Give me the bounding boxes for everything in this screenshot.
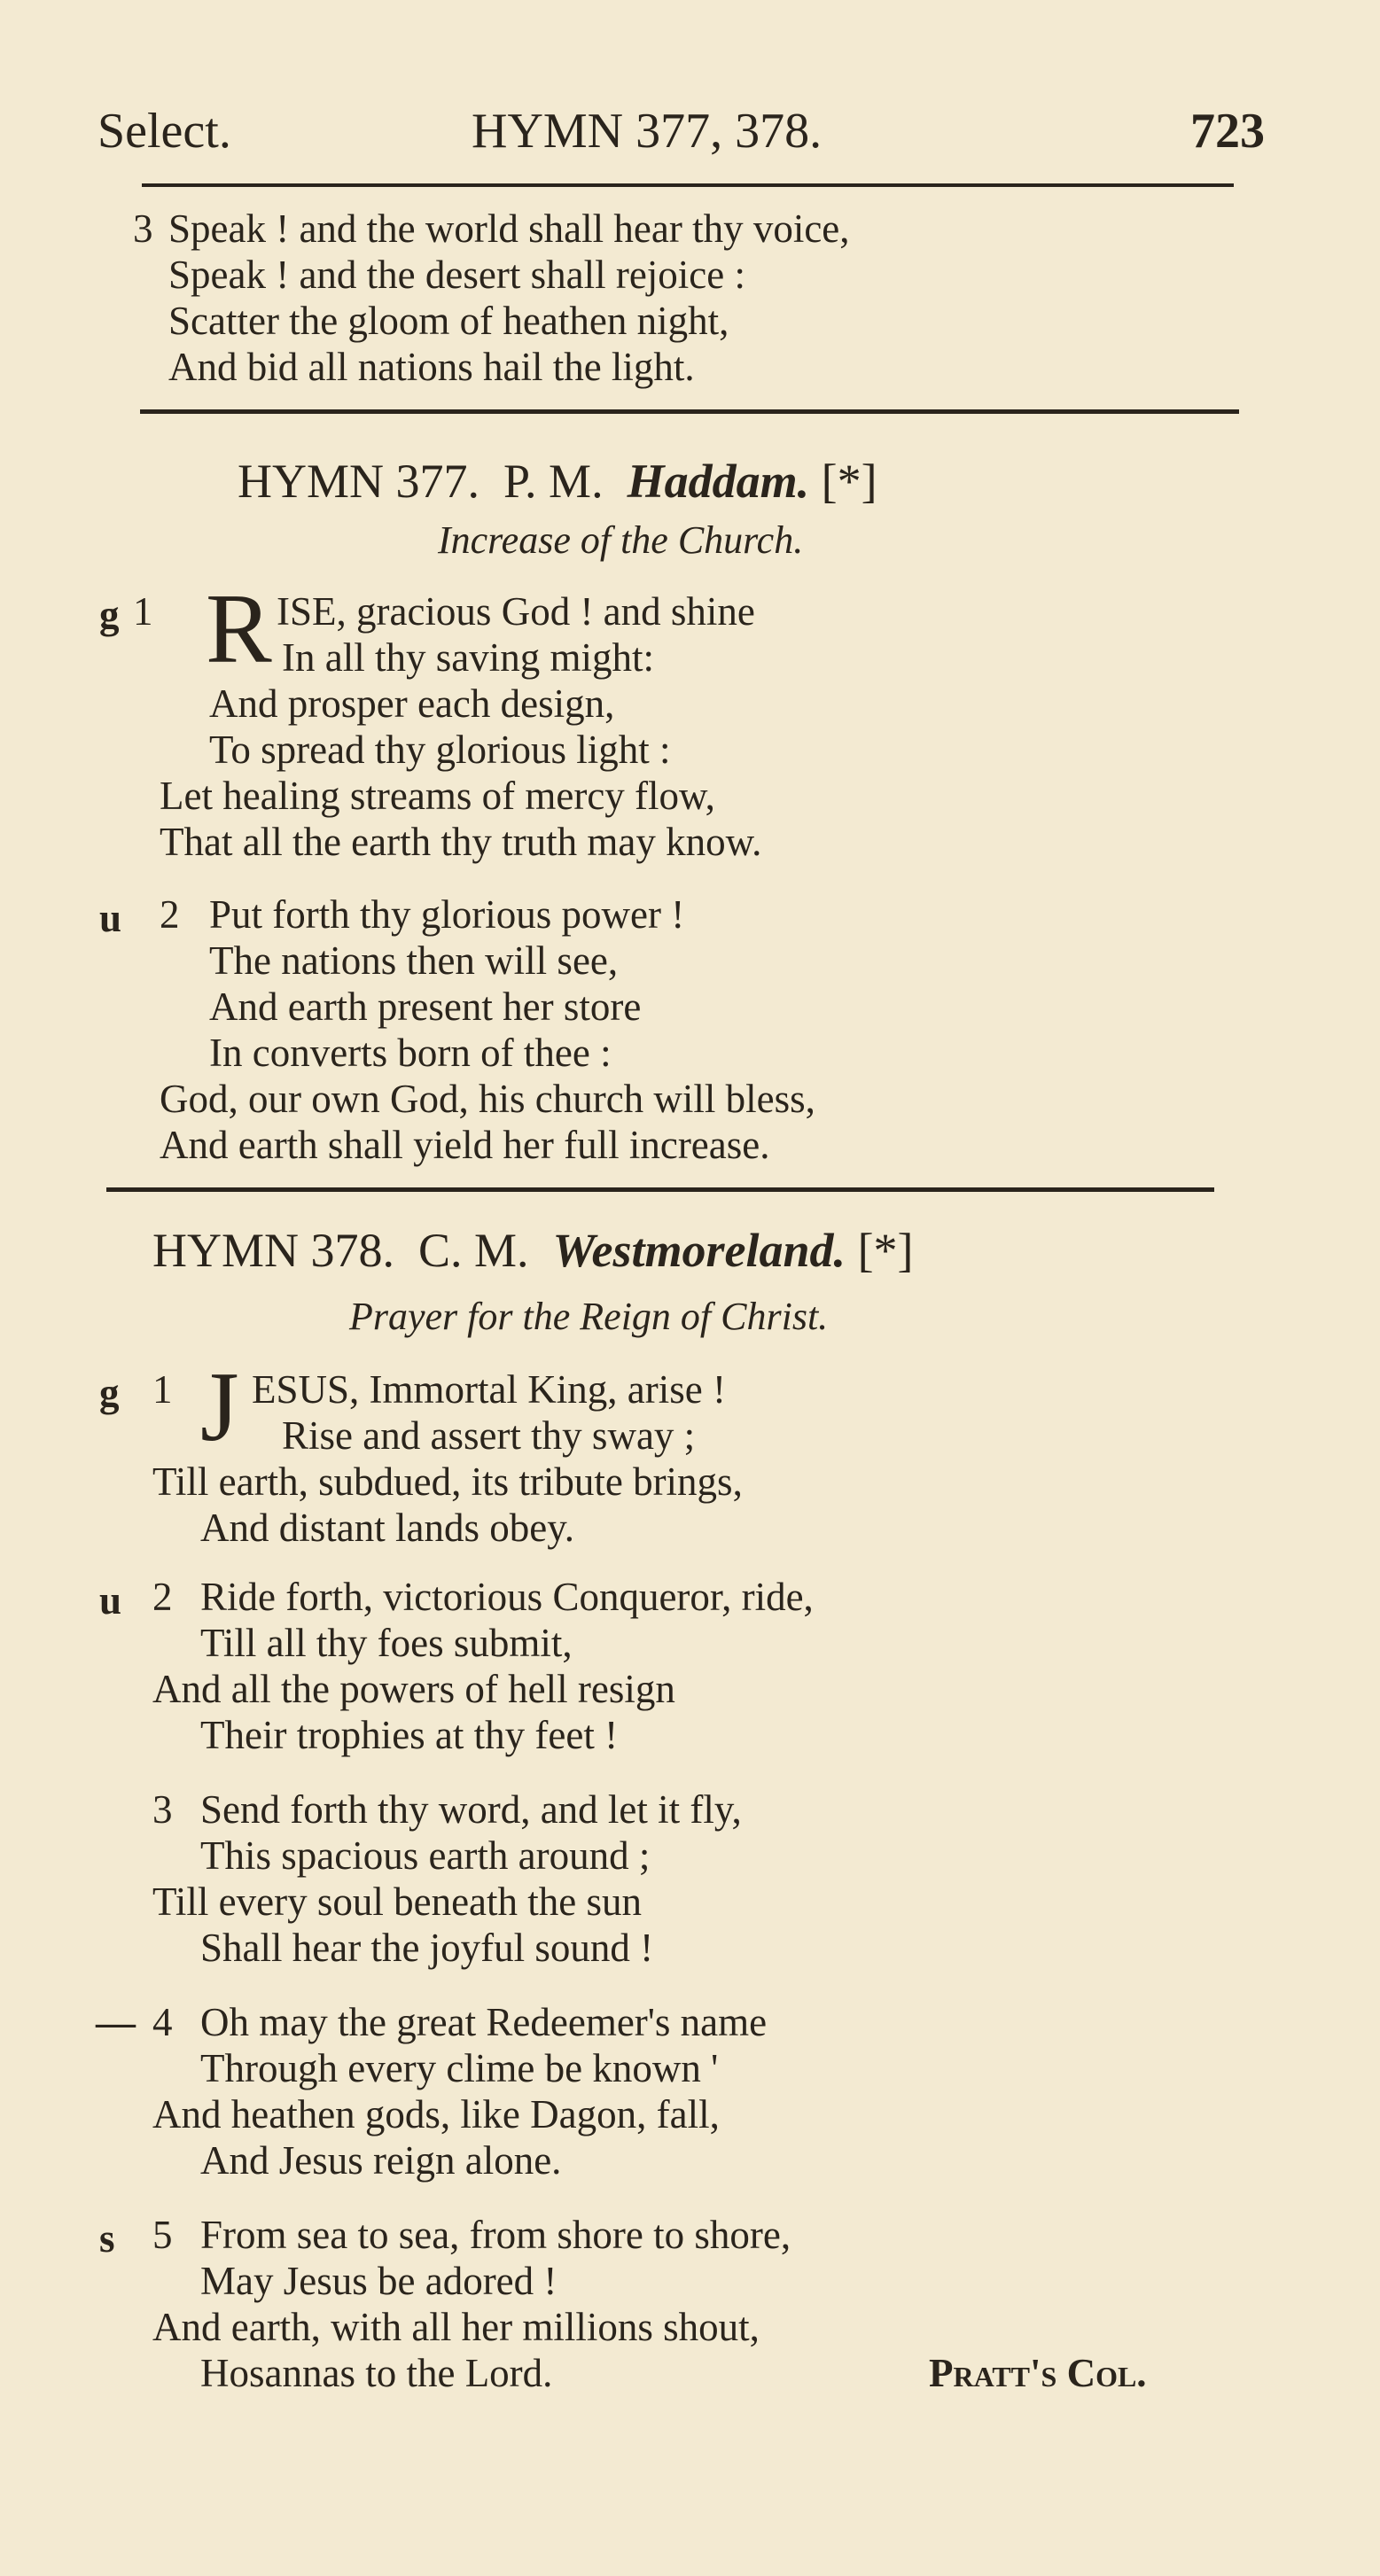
verse-line: Put forth thy glorious power ! (209, 892, 685, 937)
verse-line: Till every soul beneath the sun (152, 1879, 643, 1924)
drop-cap: R (206, 574, 272, 684)
catchword: Pratt's Col. (929, 2351, 1147, 2395)
verse-line: The nations then will see, (209, 938, 619, 983)
verse-line: Ride forth, victorious Conqueror, ride, (200, 1575, 814, 1619)
section-rule (106, 1187, 1214, 1192)
verse-line: Shall hear the joyful sound ! (200, 1926, 654, 1970)
hymn-378-subtitle: Prayer for the Reign of Christ. (349, 1295, 829, 1338)
dynamic-mark: g (99, 593, 120, 637)
verse-line: In all thy saving might: (282, 635, 654, 680)
verse-line: Scatter the gloom of heathen night, (168, 299, 729, 343)
dynamic-mark: u (99, 1578, 122, 1623)
verse-line: Till earth, subdued, its tribute brings, (152, 1459, 743, 1504)
verse-line: ISE, gracious God ! and shine (277, 589, 755, 634)
verse-line: ESUS, Immortal King, arise ! (252, 1367, 726, 1412)
stanza-number: 3 (152, 1787, 173, 1832)
verse-line: Rise and assert thy sway ; (282, 1413, 696, 1458)
stanza-number: 3 (133, 206, 153, 251)
verse-line: And heathen gods, like Dagon, fall, (152, 2092, 720, 2136)
verse-line: And Jesus reign alone. (200, 2138, 562, 2183)
verse-line: Speak ! and the world shall hear thy voice, (168, 206, 850, 251)
verse-line: In converts born of thee : (209, 1031, 612, 1075)
hymn-378-mark: [*] (857, 1224, 914, 1277)
hymn-378-title: HYMN 378. C. M. Westmoreland. [*] (152, 1224, 914, 1277)
section-rule (140, 409, 1239, 414)
verse-line: And earth, with all her millions shout, (152, 2305, 760, 2349)
header-section-label: Select. (97, 104, 231, 159)
verse-line: Through every clime be known ' (200, 2046, 719, 2090)
verse-line: Till all thy foes submit, (200, 1621, 573, 1665)
header-rule (142, 183, 1234, 187)
hymn-378-tune: Westmoreland. (552, 1224, 846, 1277)
dynamic-mark: — (96, 2000, 136, 2044)
verse-line: God, our own God, his church will bless, (160, 1077, 815, 1121)
verse-line: From sea to sea, from shore to shore, (200, 2213, 791, 2257)
dynamic-mark: s (99, 2216, 115, 2261)
verse-line: And all the powers of hell resign (152, 1667, 675, 1711)
verse-line: To spread thy glorious light : (209, 728, 671, 772)
stanza-number: 4 (152, 2000, 173, 2044)
stanza-number: 5 (152, 2213, 173, 2257)
hymn-377-subtitle: Increase of the Church. (438, 518, 804, 562)
hymn-377-mark: [*] (821, 455, 877, 508)
verse-line: And earth shall yield her full increase. (160, 1123, 770, 1167)
verse-line: Send forth thy word, and let it fly, (200, 1787, 742, 1832)
verse-line: And prosper each design, (209, 681, 615, 726)
verse-line: Hosannas to the Lord. (200, 2351, 553, 2395)
dynamic-mark: g (99, 1371, 120, 1415)
verse-line: And bid all nations hail the light. (168, 345, 695, 389)
verse-line: That all the earth thy truth may know. (160, 820, 762, 864)
verse-line: This spacious earth around ; (200, 1833, 651, 1878)
verse-line: Their trophies at thy feet ! (200, 1713, 619, 1757)
hymn-377-tune: Haddam. (627, 455, 810, 508)
verse-line: And distant lands obey. (200, 1506, 575, 1550)
stanza-number: 2 (152, 1575, 173, 1619)
stanza-number: 2 (160, 892, 180, 937)
drop-cap: J (200, 1352, 239, 1462)
verse-line: Speak ! and the desert shall rejoice : (168, 253, 746, 297)
hymn-377-title: HYMN 377. P. M. Haddam. [*] (238, 455, 877, 508)
header-hymn-numbers: HYMN 377, 378. (472, 104, 823, 159)
stanza-number: 1 (133, 589, 153, 634)
verse-line: Oh may the great Redeemer's name (200, 2000, 768, 2044)
verse-line: Let healing streams of mercy flow, (160, 774, 715, 818)
page-number: 723 (1190, 104, 1265, 159)
stanza-number: 1 (152, 1367, 173, 1412)
dynamic-mark: u (99, 896, 122, 940)
verse-line: May Jesus be adored ! (200, 2259, 557, 2303)
verse-line: And earth present her store (209, 984, 642, 1029)
